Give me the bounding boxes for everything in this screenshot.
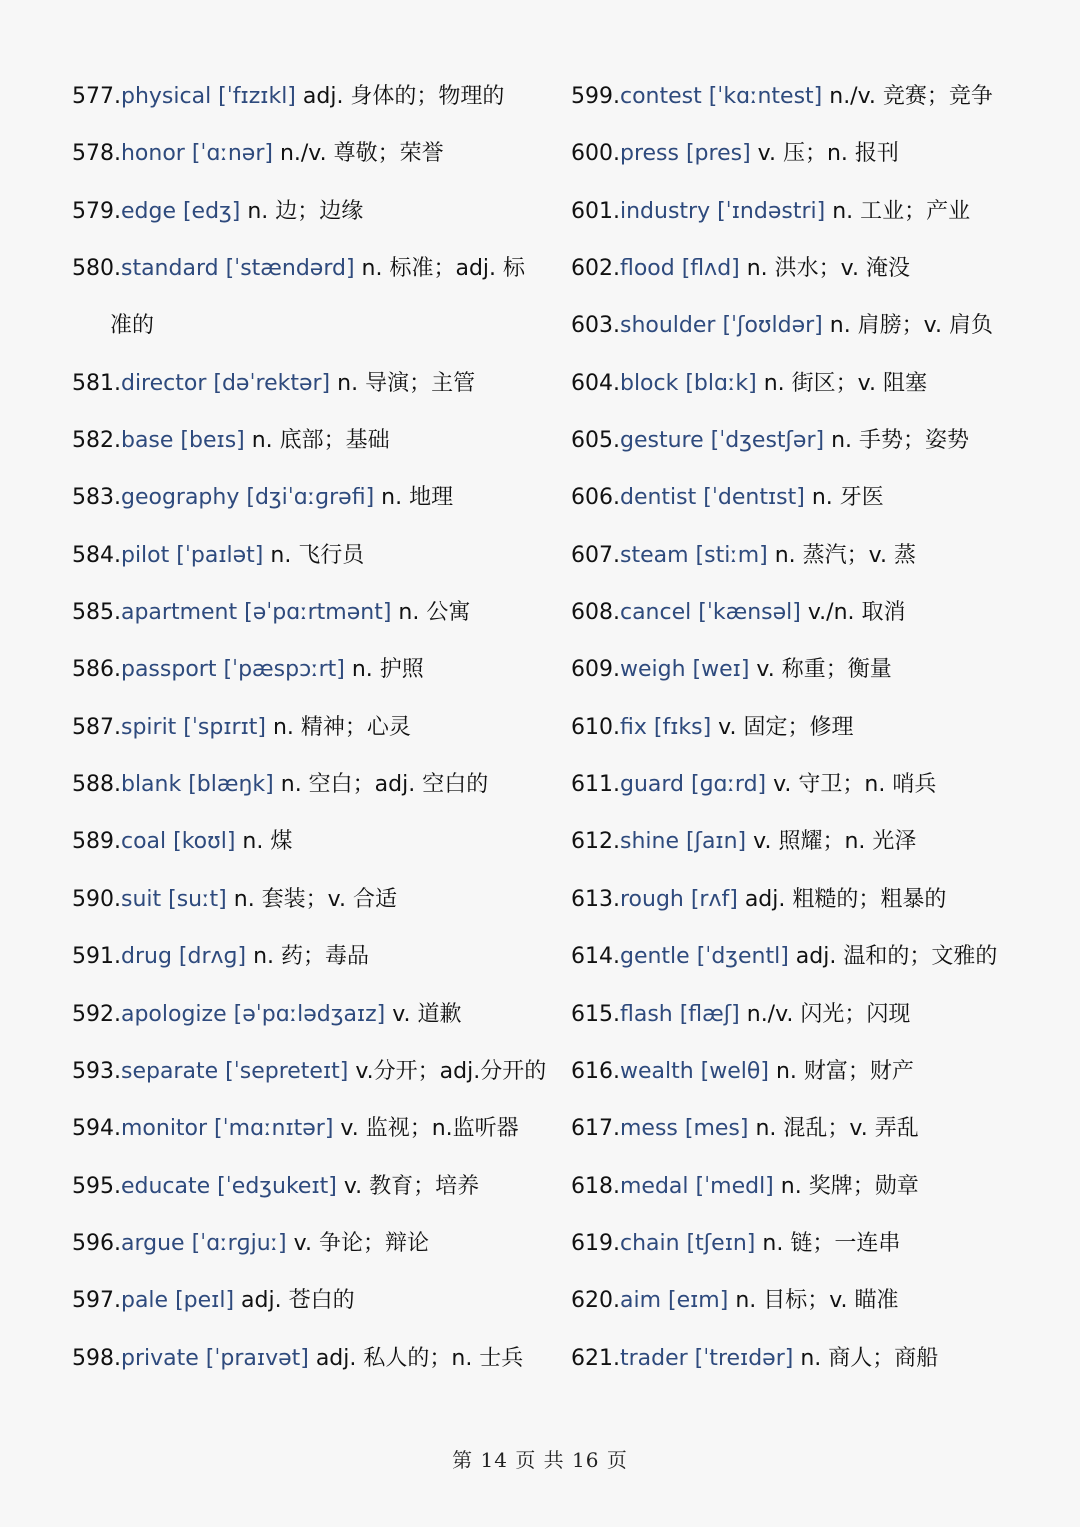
vocab-entry [72,1215,552,1272]
entry-phonetic: [ˈdentɪst] [696,485,812,511]
entry-word: trader [619,1345,688,1371]
entry-phonetic: [ˈpæspɔːrt] [216,657,352,683]
entry-phonetic: [ˈmedl] [688,1173,781,1199]
entry-number: 620. [571,1288,620,1314]
entry-word: industry [619,198,711,224]
vocab-entry [72,1272,552,1329]
entry-number: 579. [72,198,121,224]
entry-meaning: v. 固定；修理 [718,714,854,740]
vocab-entry [571,986,1041,1043]
entry-word: chain [619,1230,680,1256]
entry-phonetic: [əˈpɑːrtmənt] [237,600,399,626]
entry-word: aim [619,1288,662,1314]
entry-word: standard [120,256,219,282]
entry-meaning: v.分开；adj.分开的 [355,1058,547,1084]
entry-number: 601. [571,198,620,224]
vocab-entry [571,240,1041,297]
entry-word: argue [120,1230,185,1256]
vocab-entry [72,928,552,985]
vocab-entry [72,469,552,526]
entry-phonetic: [dʒiˈɑːɡrəfi] [239,485,382,511]
entry-number: 599. [571,84,620,109]
vocab-entry [571,1272,1041,1329]
vocab-entry [571,756,1041,813]
entry-meaning: v./n. 取消 [807,600,906,626]
entry-number: 583. [72,485,121,511]
entry-meaning: n. 肩膀；v. 肩负 [829,313,993,339]
entry-phonetic: [ˈɪndəstri] [710,198,833,224]
entry-phonetic: [əˈpɑːlədʒaɪz] [226,1001,393,1027]
entry-meaning: v. 教育；培养 [343,1173,480,1199]
vocab-entry-continuation [72,297,552,354]
entry-meaning: adj. 温和的；文雅的 [795,944,998,970]
vocab-entry [72,1158,552,1215]
entry-meaning: n. 奖牌；勋章 [780,1173,919,1199]
entry-number: 608. [571,600,620,626]
entry-meaning: n. 商人；商船 [800,1345,939,1371]
vocab-entry [571,928,1041,985]
vocab-entry [571,1100,1041,1157]
left-column [72,68,552,1387]
entry-phonetic: [ˈsepreteɪt] [218,1058,356,1084]
vocab-entry [571,1043,1041,1100]
entry-number: 603. [571,313,620,339]
vocab-entry [571,412,1041,469]
entry-meaning: adj. 身体的；物理的 [302,84,505,109]
entry-phonetic: [blɑːk] [678,370,764,396]
entry-number: 598. [72,1345,121,1371]
entry-word: director [120,370,207,396]
entry-meaning: n. 飞行员 [270,542,365,568]
entry-phonetic: [ˈkɑːntest] [701,84,830,109]
entry-meaning: v. 称重；衡量 [756,657,892,683]
entry-meaning: n. 洪水；v. 淹没 [746,256,910,282]
entry-meaning: n./v. 闪光；闪现 [746,1001,911,1027]
entry-meaning: v. 争论；辩论 [293,1230,429,1256]
entry-word: dentist [619,485,697,511]
entry-meaning: v. 道歉 [392,1001,462,1027]
entry-word: suit [120,886,162,912]
entry-word: press [619,141,679,167]
entry-number: 611. [571,772,620,798]
entry-phonetic: [rʌf] [683,886,745,912]
entry-phonetic: [ˈdʒestʃər] [703,428,832,454]
entry-number: 604. [571,370,620,396]
entry-phonetic: [blæŋk] [181,772,281,798]
entry-word: drug [120,944,172,970]
entry-phonetic: [ˈstændərd] [218,256,362,282]
entry-meaning: n. 导演；主管 [337,370,476,396]
entry-meaning: n. 街区；v. 阻塞 [763,370,927,396]
entry-word: flash [619,1001,673,1027]
entry-number: 621. [571,1345,620,1371]
entry-number: 587. [72,714,121,740]
entry-number: 614. [571,944,620,970]
entry-phonetic: [ˈspɪrɪt] [176,714,273,740]
vocab-entry [571,871,1041,928]
vocab-entry [72,412,552,469]
entry-meaning: n. 公寓 [398,600,471,626]
vocab-entry [571,1158,1041,1215]
entry-number: 596. [72,1230,121,1256]
entry-number: 600. [571,141,620,167]
vocab-entry [571,1330,1041,1387]
entry-word: gesture [619,428,704,454]
entry-number: 606. [571,485,620,511]
entry-meaning: n. 空白；adj. 空白的 [280,772,489,798]
vocab-entry [571,68,1041,125]
vocab-entry [571,584,1041,641]
entry-word: educate [120,1173,211,1199]
entry-phonetic: [ˈpaɪlət] [169,542,271,568]
entry-number: 609. [571,657,620,683]
vocab-entry [571,641,1041,698]
entry-word: edge [120,198,176,224]
entry-word: private [120,1345,199,1371]
entry-number: 578. [72,141,121,167]
entry-meaning: n. 套装；v. 合适 [233,886,397,912]
entry-phonetic: [eɪm] [661,1288,736,1314]
entry-meaning: n. 牙医 [811,485,884,511]
entry-phonetic: [ˈmɑːnɪtər] [207,1116,341,1142]
entry-phonetic: [ʃaɪn] [678,829,754,855]
entry-word: shoulder [619,313,716,339]
entry-number: 597. [72,1288,121,1314]
vocab-entry [571,355,1041,412]
vocab-entry [72,756,552,813]
entry-phonetic: [suːt] [161,886,234,912]
entry-meaning: n. 护照 [351,657,424,683]
entry-word: fix [619,714,647,740]
entry-meaning: n. 蒸汽；v. 蒸 [774,542,916,568]
entry-number: 619. [571,1230,620,1256]
vocab-entry [571,813,1041,870]
vocab-entry [72,641,552,698]
entry-word: block [619,370,679,396]
vocab-entry [72,1043,552,1100]
entry-phonetic: [koʊl] [166,829,243,855]
entry-phonetic: [ˈfɪzɪkl] [211,84,303,109]
entry-number: 588. [72,772,121,798]
entry-meaning: n. 链；一连串 [762,1230,901,1256]
entry-phonetic: [tʃeɪn] [679,1230,763,1256]
page-footer: 第 14 页 共 16 页 [452,1448,628,1472]
entry-phonetic: [edʒ] [175,198,248,224]
entry-meaning: n./v. 竞赛；竞争 [829,84,993,109]
entry-meaning: n. 混乱；v. 弄乱 [755,1116,919,1142]
entry-number: 593. [72,1058,121,1084]
entry-meaning: n. 手势；姿势 [831,428,970,454]
entry-number: 581. [72,370,121,396]
entry-number: 602. [571,256,620,282]
vocab-entry [571,699,1041,756]
vocab-entry [72,527,552,584]
entry-phonetic: [drʌɡ] [171,944,254,970]
entry-number: 615. [571,1001,620,1027]
entry-phonetic: [fɪks] [646,714,719,740]
entry-meaning: v. 监视；n.监听器 [340,1116,519,1142]
entry-word: pale [120,1288,169,1314]
entry-number: 613. [571,886,620,912]
entry-number: 618. [571,1173,620,1199]
entry-word: physical [120,84,212,109]
entry-number: 577. [72,84,121,109]
entry-meaning: n. 财富；财产 [775,1058,914,1084]
entry-meaning: n. 药；毒品 [253,944,369,970]
entry-number: 580. [72,256,121,282]
vocab-entry [72,240,552,297]
vocab-entry [72,1330,552,1387]
entry-number: 595. [72,1173,121,1199]
entry-word: base [120,428,174,454]
entry-phonetic: [ˈtreɪdər] [687,1345,801,1371]
entry-phonetic: [ˈdʒentl] [689,944,796,970]
vocab-entry [571,469,1041,526]
entry-phonetic: [ɡɑːrd] [684,772,774,798]
entry-number: 594. [72,1116,121,1142]
vocab-entry [72,183,552,240]
entry-word: weigh [619,657,686,683]
entry-word: mess [619,1116,678,1142]
entry-word: guard [619,772,684,798]
entry-phonetic: [mes] [677,1116,756,1142]
entry-meaning: n. 目标；v. 瞄准 [735,1288,899,1314]
entry-number: 591. [72,944,121,970]
entry-phonetic: [ˈkænsəl] [691,600,808,626]
entry-meaning: n. 底部；基础 [251,428,390,454]
entry-word: apologize [120,1001,227,1027]
entry-word: contest [619,84,702,109]
vocab-entry [72,871,552,928]
entry-meaning: n./v. 尊敬；荣誉 [279,141,444,167]
entry-number: 605. [571,428,620,454]
entry-word: blank [120,772,182,798]
entry-meaning: v. 守卫；n. 哨兵 [773,772,937,798]
entry-number: 589. [72,829,121,855]
vocab-entry [72,813,552,870]
entry-word: medal [619,1173,689,1199]
entry-phonetic: [ˈɑːnər] [184,141,280,167]
entry-word: pilot [120,542,170,568]
entry-phonetic: [dəˈrektər] [206,370,338,396]
entry-word: monitor [120,1116,208,1142]
entry-word: honor [120,141,185,167]
entry-number: 610. [571,714,620,740]
entry-number: 592. [72,1001,121,1027]
entry-number: 612. [571,829,620,855]
vocab-entry [72,125,552,182]
vocab-entry [571,125,1041,182]
entry-word: flood [619,256,675,282]
entry-number: 607. [571,542,620,568]
entry-phonetic: [ˈedʒukeɪt] [210,1173,344,1199]
entry-word: shine [619,829,679,855]
vocab-entry [72,68,552,125]
entry-number: 585. [72,600,121,626]
entry-word: gentle [619,944,690,970]
entry-phonetic: [peɪl] [168,1288,242,1314]
entry-meaning: n. 煤 [242,829,293,855]
vocab-entry [571,297,1041,354]
entry-word: spirit [120,714,177,740]
entry-word: wealth [619,1058,694,1084]
entry-word: steam [619,542,689,568]
vocab-entry [72,355,552,412]
entry-phonetic: [ˈpraɪvət] [198,1345,316,1371]
entry-number: 586. [72,657,121,683]
entry-meaning: v. 压；n. 报刊 [757,141,899,167]
entry-phonetic: [flʌd] [674,256,747,282]
entry-meaning-continuation: 准的 [110,313,155,339]
entry-number: 617. [571,1116,620,1142]
entry-word: apartment [120,600,238,626]
entry-meaning: n. 工业；产业 [832,198,971,224]
right-column [571,68,1041,1387]
entry-meaning: n. 精神；心灵 [272,714,411,740]
entry-meaning: n. 标准；adj. 标 [361,256,526,282]
entry-word: cancel [619,600,692,626]
entry-meaning: adj. 苍白的 [241,1288,355,1314]
entry-meaning: adj. 私人的；n. 士兵 [315,1345,524,1371]
vocab-entry [72,699,552,756]
entry-meaning: adj. 粗糙的；粗暴的 [744,886,947,912]
entry-phonetic: [ˈɑːrɡjuː] [184,1230,294,1256]
vocab-entry [571,1215,1041,1272]
entry-phonetic: [weɪ] [685,657,757,683]
vocab-entry [72,584,552,641]
vocab-entry [571,183,1041,240]
entry-word: geography [120,485,240,511]
entry-meaning: v. 照耀；n. 光泽 [753,829,917,855]
entry-number: 616. [571,1058,620,1084]
vocab-entry [571,527,1041,584]
vocab-entry [72,986,552,1043]
entry-word: coal [120,829,167,855]
entry-phonetic: [pres] [678,141,758,167]
vocab-entry [72,1100,552,1157]
entry-word: rough [619,886,684,912]
entry-number: 584. [72,542,121,568]
entry-phonetic: [ˈʃoʊldər] [715,313,830,339]
entry-meaning: n. 边；边缘 [247,198,364,224]
entry-phonetic: [flæʃ] [672,1001,747,1027]
entry-phonetic: [welθ] [693,1058,776,1084]
entry-word: passport [120,657,217,683]
entry-phonetic: [beɪs] [173,428,252,454]
entry-word: separate [120,1058,219,1084]
entry-number: 590. [72,886,121,912]
entry-phonetic: [stiːm] [688,542,775,568]
entry-meaning: n. 地理 [381,485,454,511]
entry-number: 582. [72,428,121,454]
